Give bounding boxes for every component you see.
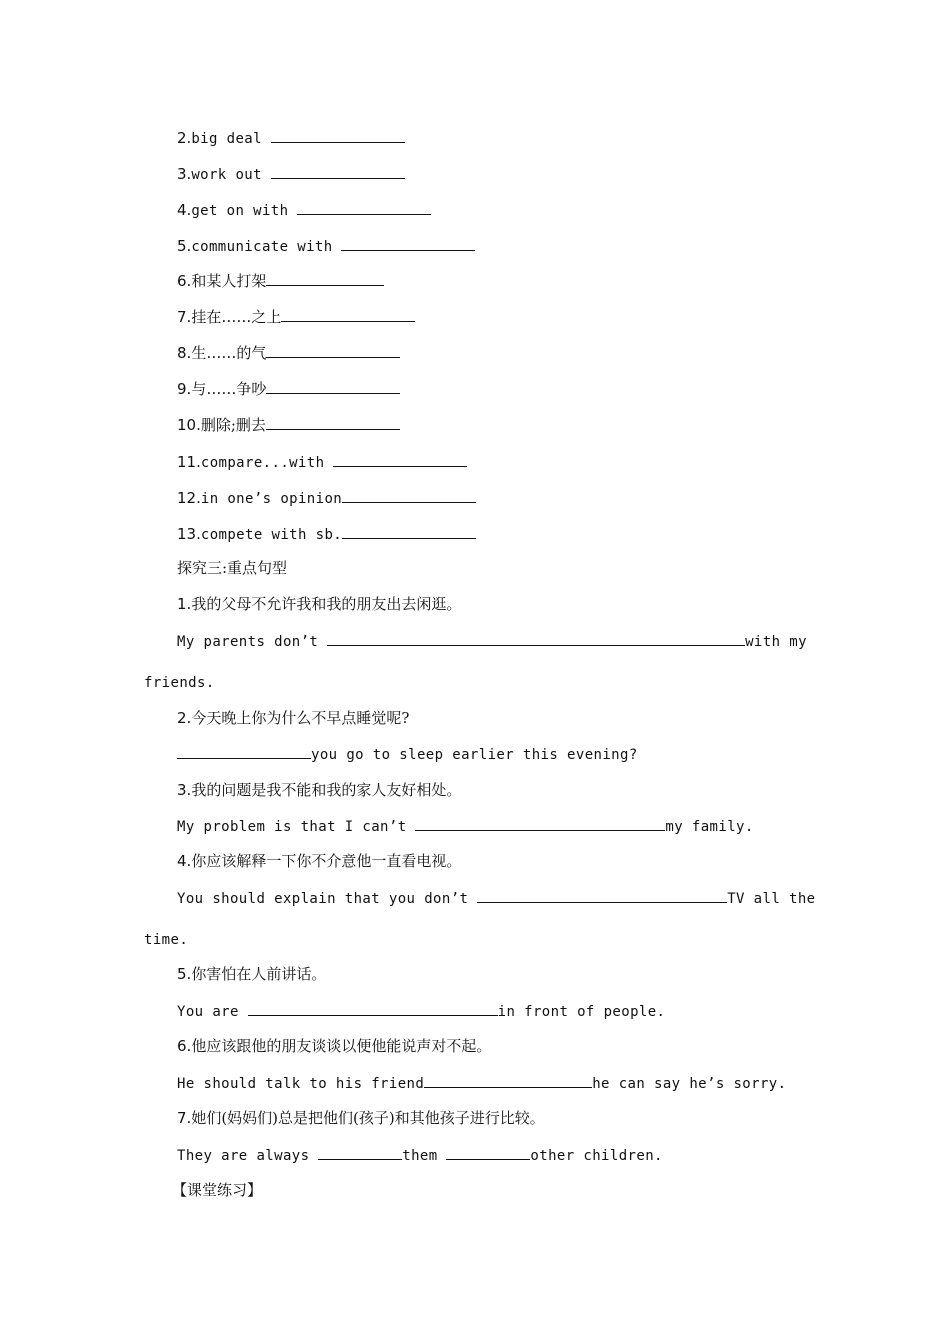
answer-blank[interactable] [281, 307, 415, 322]
answer-blank[interactable] [271, 128, 405, 143]
answer-blank[interactable] [266, 379, 400, 394]
phrase-item: 7.挂在……之上 [177, 307, 415, 327]
sentence-answer-line: They are always them other children. [177, 1145, 663, 1166]
sentence-answer-line: you go to sleep earlier this evening? [177, 744, 638, 765]
answer-blank[interactable] [266, 271, 384, 286]
answer-blank[interactable] [271, 164, 405, 179]
answer-blank[interactable] [266, 415, 400, 430]
sentence-prompt: 3.我的问题是我不能和我的家人友好相处。 [177, 781, 462, 799]
sentence-prompt: 5.你害怕在人前讲话。 [177, 965, 327, 983]
answer-blank[interactable] [477, 888, 727, 903]
answer-blank[interactable] [318, 1145, 402, 1160]
phrase-item: 10.删除;删去 [177, 415, 400, 435]
sentence-answer-wrap: time. [144, 932, 189, 948]
answer-blank[interactable] [415, 816, 665, 831]
phrase-item: 13.compete with sb. [177, 524, 476, 545]
answer-blank[interactable] [327, 631, 745, 646]
sentence-answer-line: My parents don’t with my [177, 631, 807, 652]
phrase-item: 11.compare...with [177, 452, 467, 473]
phrase-item: 3.work out [177, 164, 405, 185]
sentence-answer-line: You are in front of people. [177, 1001, 665, 1022]
answer-blank[interactable] [342, 524, 476, 539]
answer-blank[interactable] [446, 1145, 530, 1160]
phrase-item: 6.和某人打架 [177, 271, 384, 291]
answer-blank[interactable] [333, 452, 467, 467]
answer-blank[interactable] [248, 1001, 498, 1016]
sentence-answer-wrap: friends. [144, 675, 215, 691]
sentence-answer-line: My problem is that I can’t my family. [177, 816, 754, 837]
answer-blank[interactable] [266, 343, 400, 358]
sentence-prompt: 2.今天晚上你为什么不早点睡觉呢? [177, 709, 410, 727]
answer-blank[interactable] [342, 488, 476, 503]
sentence-prompt: 6.他应该跟他的朋友谈谈以便他能说声对不起。 [177, 1037, 492, 1055]
phrase-item: 8.生……的气 [177, 343, 400, 363]
classroom-practice-heading: 【课堂练习】 [172, 1181, 263, 1199]
answer-blank[interactable] [424, 1073, 592, 1088]
answer-blank[interactable] [177, 744, 311, 759]
sentence-answer-line: You should explain that you don’t TV all the [177, 888, 815, 909]
sentence-answer-line: He should talk to his friend he can say he’s sorry. [177, 1073, 786, 1094]
sentence-prompt: 7.她们(妈妈们)总是把他们(孩子)和其他孩子进行比较。 [177, 1109, 545, 1127]
phrase-item: 2.big deal [177, 128, 405, 149]
phrase-item: 4.get on with [177, 200, 431, 221]
answer-blank[interactable] [297, 200, 431, 215]
section-title: 探究三:重点句型 [177, 559, 288, 577]
sentence-prompt: 4.你应该解释一下你不介意他一直看电视。 [177, 852, 462, 870]
phrase-item: 5.communicate with [177, 236, 475, 257]
phrase-item: 12.in one’s opinion [177, 488, 476, 509]
phrase-item: 9.与……争吵 [177, 379, 400, 399]
answer-blank[interactable] [341, 236, 475, 251]
sentence-prompt: 1.我的父母不允许我和我的朋友出去闲逛。 [177, 595, 462, 613]
